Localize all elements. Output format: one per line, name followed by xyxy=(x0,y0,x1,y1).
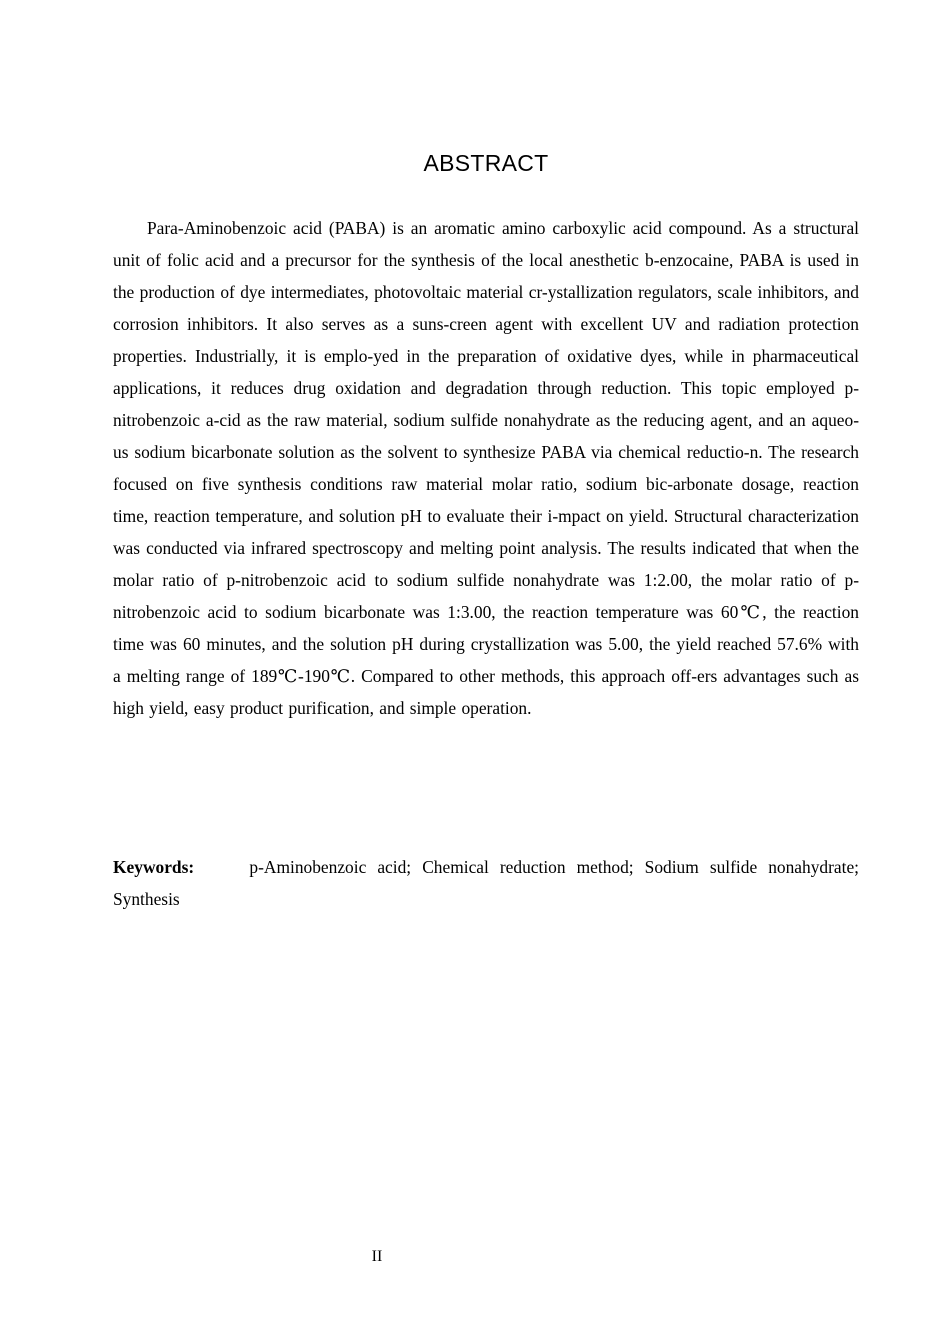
abstract-title: ABSTRACT xyxy=(423,150,549,176)
keywords-text: p-Aminobenzoic acid; Chemical reduction method; Sodium sulfide nonahydrate; Synthesis xyxy=(113,857,859,909)
keywords-label: Keywords: xyxy=(113,857,195,877)
abstract-body-paragraph: Para-Aminobenzoic acid (PABA) is an aromatic amino carboxylic acid compound. As a structural unit of folic acid and a precursor for the synthesis of the local anesthetic b-enzocaine, PABA is used in the production of dye intermediates, photovoltaic material cr-ystallization regulators, scale inhibitors, and corrosion inhibitors. It also serves as a suns-creen agent with excellent UV and radiation protection properties. Industrially, it is emplo-yed in the preparation of oxidative dyes, while in pharmaceutical applications, it reduces drug oxidation and degradation through reduction. This topic employed p-nitrobenzoic a-cid as the raw material, sodium sulfide nonahydrate as the reducing agent, and an aqueo-us sodium bicarbonate solution as the solvent to synthesize PABA via chemical reductio-n. The research focused on five synthesis conditions raw material molar ratio, sodium bic-arbonate dosage, reaction time, reaction temperature, and solution pH to evaluate their i-mpact on yield. Structural characterization was conducted via infrared spectroscopy and melting point analysis. The results indicated that when the molar ratio of p-nitrobenzoic acid to sodium sulfide nonahydrate was 1:2.00, the molar ratio of p-nitrobenzoic acid to sodium bicarbonate was 1:3.00, the reaction temperature was 60℃, the reaction time was 60 minutes, and the solution pH during crystallization was 5.00, the yield reached 57.6% with a melting range of 189℃-190℃. Compared to other methods, this approach off-ers advantages such as high yield, easy product purification, and simple operation. xyxy=(113,218,859,718)
page-number: II xyxy=(371,1248,383,1265)
keywords-paragraph xyxy=(113,851,859,915)
